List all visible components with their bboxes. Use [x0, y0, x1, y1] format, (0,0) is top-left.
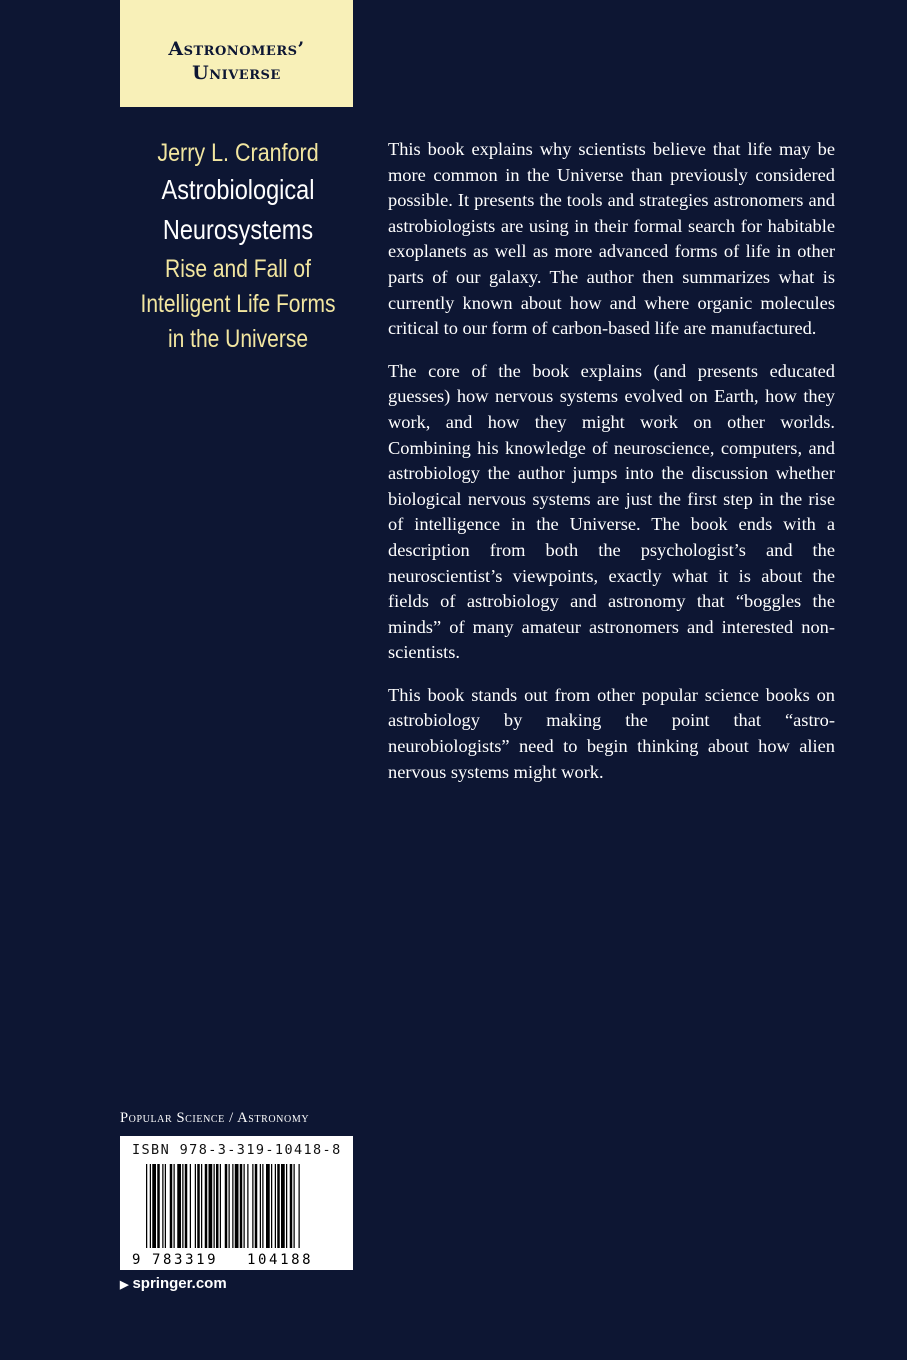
barcode-bar	[275, 1164, 276, 1248]
book-subtitle	[129, 252, 347, 357]
barcode-bar	[229, 1164, 230, 1248]
isbn-right-digits: 104188	[247, 1252, 314, 1268]
barcode-bar	[255, 1164, 258, 1248]
barcode-graphic	[120, 1136, 353, 1270]
series-label-box	[120, 0, 353, 107]
author-name: Jerry L. Cranford	[157, 139, 319, 167]
book-title	[129, 170, 347, 250]
barcode-bar	[185, 1164, 188, 1248]
isbn-left-digits: 783319	[152, 1252, 219, 1268]
barcode-bar	[205, 1164, 208, 1248]
isbn-barcode	[120, 1136, 353, 1270]
barcode-bar	[252, 1164, 253, 1248]
barcode-bar	[262, 1164, 263, 1248]
isbn-first-digit: 9	[132, 1252, 141, 1268]
barcode-bar	[281, 1164, 285, 1248]
blurb-paragraph-3: This book stands out from other popular science books on astrobiology by making the point that “astro-neurobiologists” need to begin thinking about how alien nervous systems might work.	[388, 684, 835, 782]
series-line-1: Astronomers’	[168, 38, 305, 60]
barcode-bar	[232, 1164, 233, 1248]
barcode-bar	[247, 1164, 248, 1248]
barcode-bar	[157, 1164, 160, 1248]
barcode-bar	[294, 1164, 295, 1248]
barcode-bar	[277, 1164, 280, 1248]
barcode-bar	[146, 1164, 147, 1248]
barcode-bar	[240, 1164, 243, 1248]
category-label: Popular Science / Astronomy	[120, 1110, 310, 1126]
barcode-bar	[201, 1164, 202, 1248]
book-info	[108, 136, 368, 357]
barcode-bar	[182, 1164, 183, 1248]
barcode-bar	[170, 1164, 173, 1248]
subtitle-line-1: Rise and Fall of	[165, 255, 311, 283]
barcode-bar	[190, 1164, 191, 1248]
publisher-link-text: springer.com	[132, 1275, 227, 1292]
barcode-bar	[197, 1164, 200, 1248]
barcode-bar	[165, 1164, 166, 1248]
barcode-bar	[299, 1164, 300, 1248]
barcode-bar	[177, 1164, 181, 1248]
barcode-bar	[260, 1164, 261, 1248]
blurb-text	[388, 137, 835, 802]
blurb-paragraph-1: This book explains why scientists believe that life may be more common in the Universe than previously considered possible. It presents the tools and strategies astronomers and astrobiologists are using in their formal search for habitable exoplanets as well as more advanced forms of life in other parts of our galaxy. The author then summarizes what is currently known about how and where organic molecules critical to our form of carbon-based life are manufactured.	[388, 139, 835, 339]
subtitle-line-2: Intelligent Life Forms	[140, 290, 336, 318]
barcode-bar	[244, 1164, 245, 1248]
publisher-link[interactable]	[120, 1275, 227, 1292]
barcode-bar	[152, 1164, 156, 1248]
barcode-bar	[290, 1164, 293, 1248]
barcode-bar	[150, 1164, 151, 1248]
blurb-paragraph-2: The core of the book explains (and presents educated guesses) how nervous systems evolved on Earth, how they work, and how they might work on other worlds. Combining his knowledge of neuroscience, computers, and astrobiology the author jumps into the discussion whether biological nervous systems are just the first step in the rise of intelligence in the Universe. The book ends with a description from both the psychologist’s and the neuroscientist’s viewpoints, exactly what it is about the fields of astrobiology and astronomy that “boggles the minds” of many amateur astronomers and interested non-scientists.	[388, 360, 835, 663]
title-line-1: Astrobiological	[161, 174, 315, 205]
barcode-bar	[266, 1164, 270, 1248]
barcode-bar	[209, 1164, 213, 1248]
barcode-bar	[286, 1164, 287, 1248]
subtitle-line-3: in the Universe	[167, 325, 309, 353]
barcode-bar	[162, 1164, 163, 1248]
arrow-right-icon: ▶	[120, 1279, 129, 1291]
barcode-bar	[235, 1164, 239, 1248]
barcode-bar	[195, 1164, 196, 1248]
barcode-bar	[220, 1164, 221, 1248]
title-line-2: Neurosystems	[162, 214, 314, 245]
barcode-bar	[216, 1164, 219, 1248]
series-line-2: Universe	[192, 62, 281, 84]
barcode-bar	[214, 1164, 215, 1248]
barcode-bar	[174, 1164, 175, 1248]
barcode-bar	[271, 1164, 272, 1248]
isbn-label: ISBN 978-3-319-10418-8	[132, 1142, 342, 1158]
barcode-bar	[225, 1164, 228, 1248]
